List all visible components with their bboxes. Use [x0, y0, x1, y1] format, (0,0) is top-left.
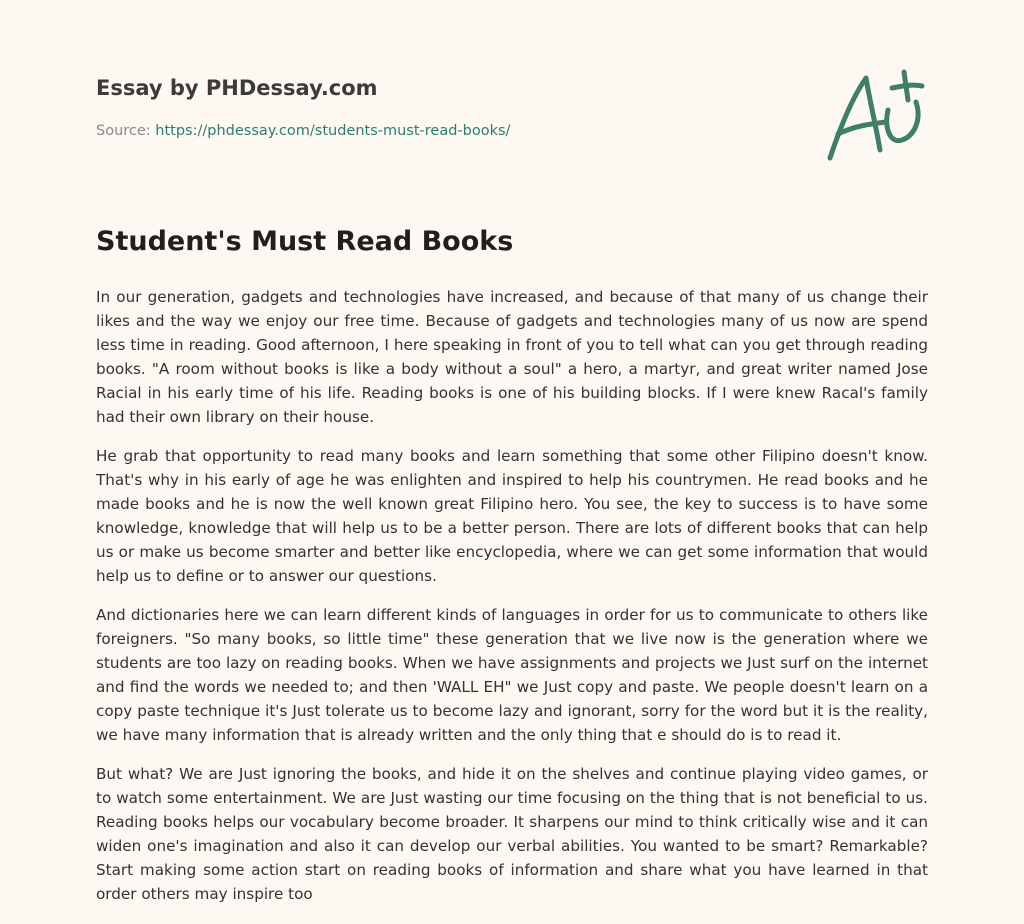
- essay-paragraph: In our generation, gadgets and technologies have increased, and because of that many of us change their likes and the way we enjoy our free time. Because of gadgets and technologies many of us now are spend less time in reading. Good afternoon, I here speaking in front of you to tell what can you get through reading books. "A room without books is like a body without a soul" a hero, a martyr, and great writer named Jose Racial in his early time of his life. Reading books is one of his building blocks. If I were knew Racal's family had their own library on their house.: [96, 288, 928, 426]
- essay-paragraph: But what? We are Just ignoring the books, and hide it on the shelves and continue playing video games, or to watch some entertainment. We are Just wasting our time focusing on the thing that is not beneficial to us. Reading books helps our vocabulary become broader. It sharpens our mind to think critically wise and it can widen one's imagination and also it can develop our verbal abilities. You wanted to be smart? Remarkable? Start making some action start on reading books of information and share what you have learned in that order others may inspire too: [96, 765, 928, 903]
- essay-paragraph: He grab that opportunity to read many books and learn something that some other Filipino doesn't know. That's why in his early of age he was enlighten and inspired to help his countrymen. He read books and he made books and he is now the well known great Filipino hero. You see, the key to success is to have some knowledge, knowledge that will help us to be a better person. There are lots of different books that can help us or make us become smarter and better like encyclopedia, where we can get some information that would help us to define or to answer our questions.: [96, 447, 928, 585]
- essay-paragraph: And dictionaries here we can learn different kinds of languages in order for us to communicate to others like foreigners. "So many books, so little time" these generation that we live now is the generation where we students are too lazy on reading books. When we have assignments and projects we Just surf on the internet and find the words we needed to; and then 'WALL EH" we Just copy and paste. We people doesn't learn on a copy paste technique it's Just tolerate us to become lazy and ignorant, sorry for the word but it is the reality, we have many information that is already written and the only thing that e should do is to read it.: [96, 606, 928, 744]
- site-brand: Essay by PHDessay.com: [96, 76, 378, 100]
- source-label: Source:: [96, 123, 151, 139]
- essay-title: Student's Must Read Books: [96, 226, 514, 257]
- essay-body: [96, 285, 928, 921]
- a-plus-grade-icon: [818, 66, 934, 166]
- source-line: [96, 123, 510, 139]
- source-link[interactable]: https://phdessay.com/students-must-read-books/: [155, 123, 511, 139]
